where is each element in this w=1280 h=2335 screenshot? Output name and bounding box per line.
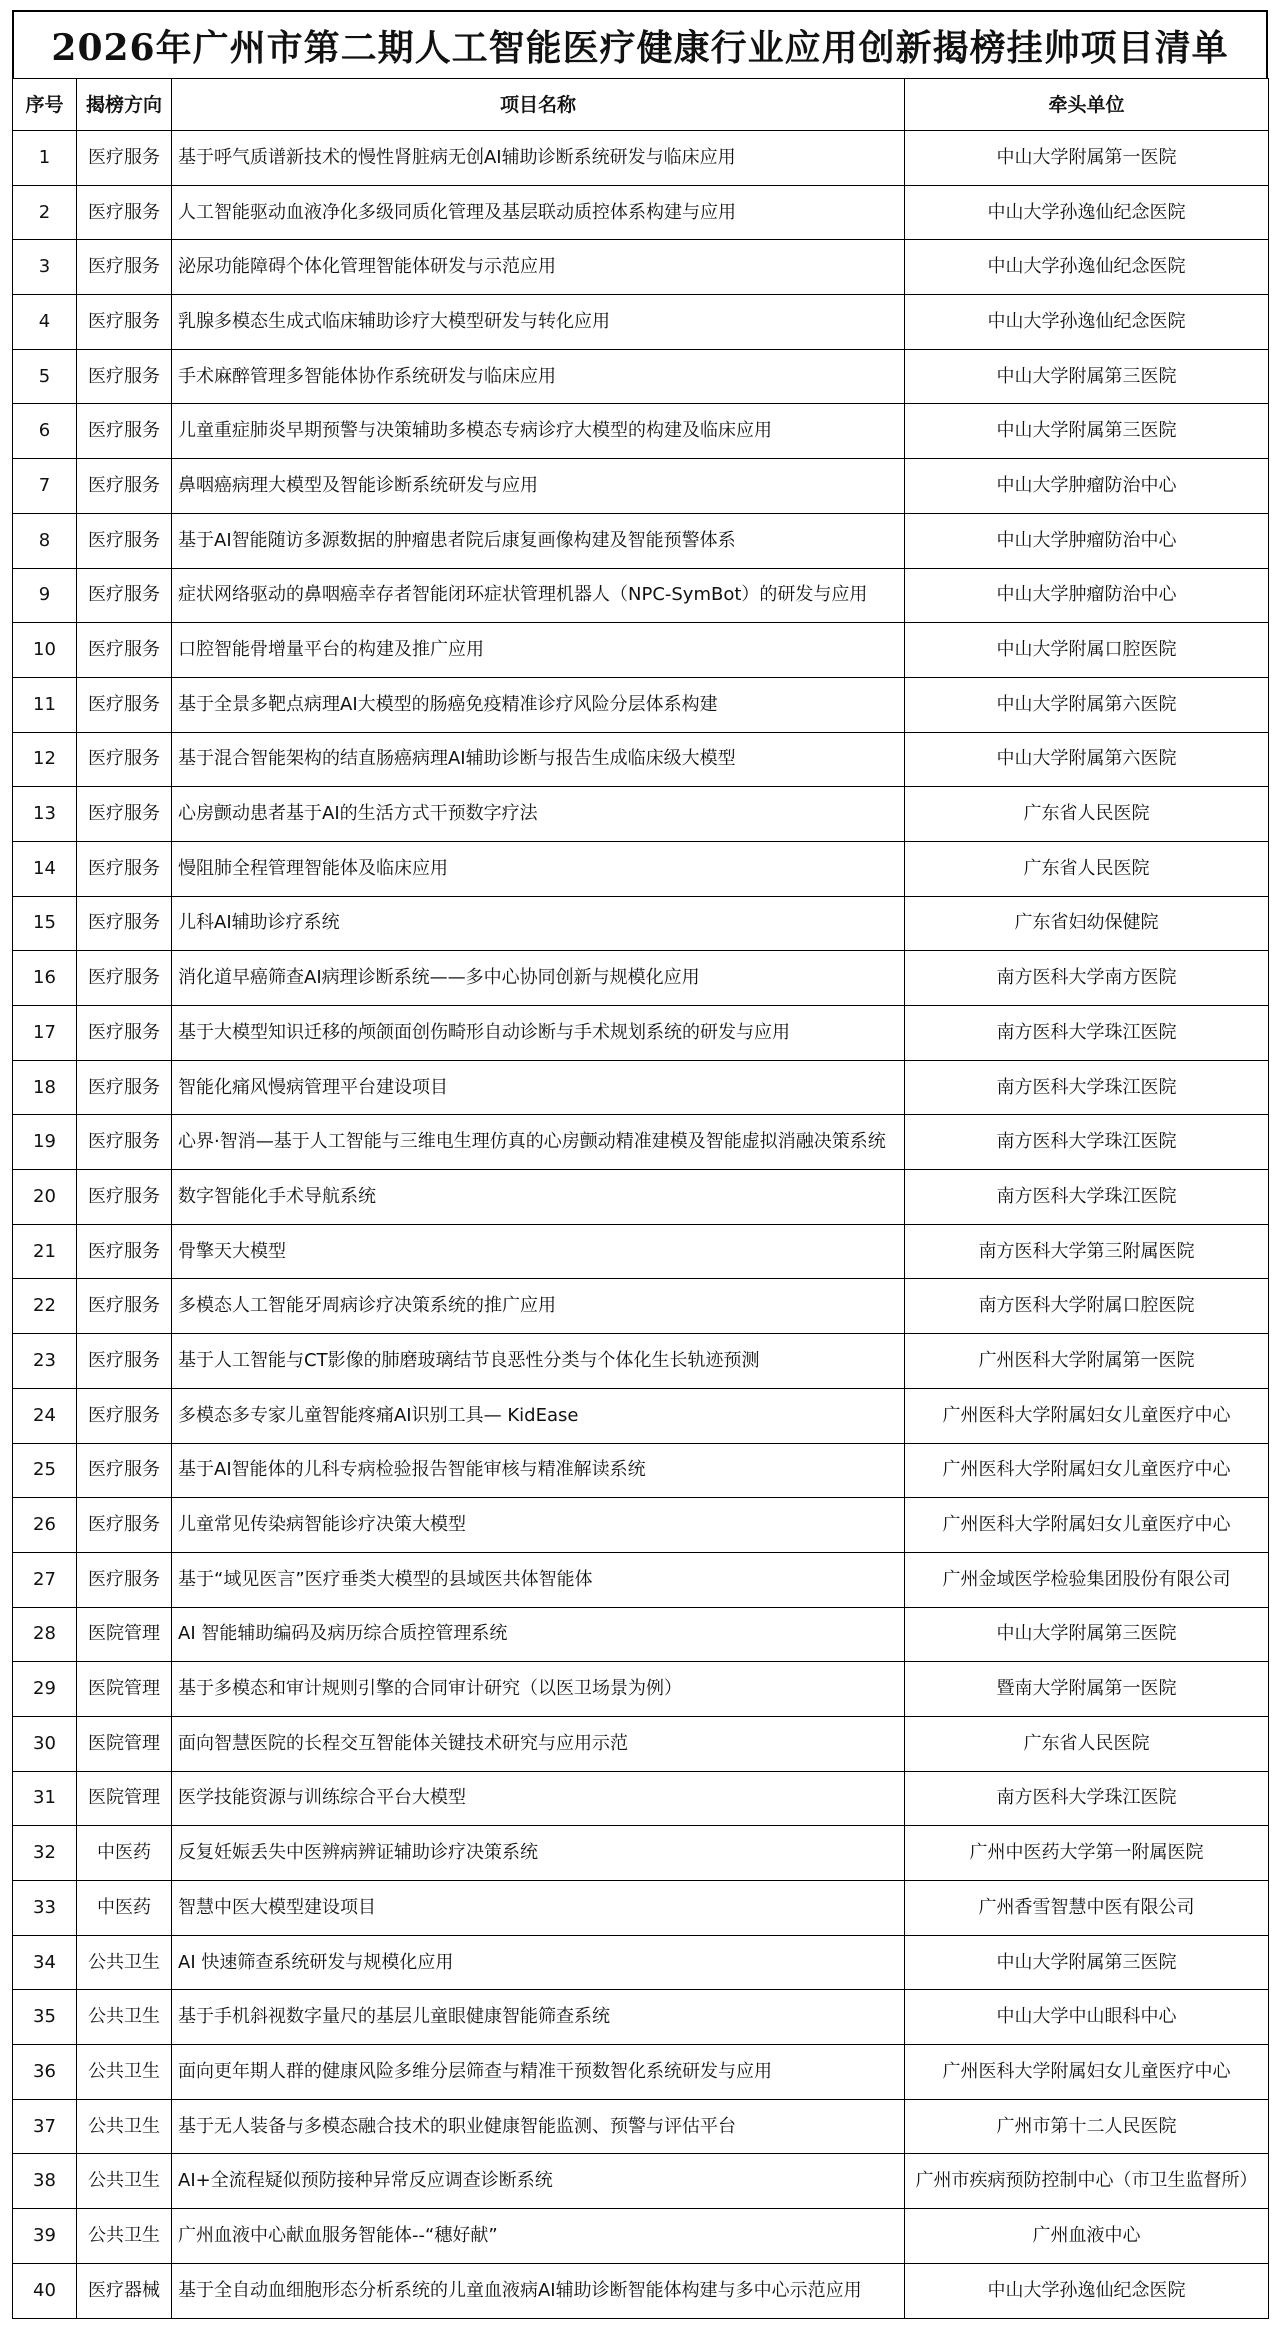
row-lead-unit: 中山大学孙逸仙纪念医院 <box>905 240 1269 295</box>
row-direction: 医疗服务 <box>77 1552 172 1607</box>
row-project-name: AI+全流程疑似预防接种异常反应调查诊断系统 <box>172 2154 905 2209</box>
row-project-name: 基于全自动血细胞形态分析系统的儿童血液病AI辅助诊断智能体构建与多中心示范应用 <box>172 2263 905 2318</box>
table-row <box>13 1006 1269 1061</box>
row-direction: 医疗服务 <box>77 1060 172 1115</box>
row-project-name: 基于全景多靶点病理AI大模型的肠癌免疫精准诊疗风险分层体系构建 <box>172 677 905 732</box>
row-direction: 医疗服务 <box>77 732 172 787</box>
row-project-name: 儿童常见传染病智能诊疗决策大模型 <box>172 1498 905 1553</box>
row-lead-unit: 中山大学肿瘤防治中心 <box>905 568 1269 623</box>
table-row <box>13 2099 1269 2154</box>
row-project-name: 面向更年期人群的健康风险多维分层筛查与精准干预数智化系统研发与应用 <box>172 2045 905 2100</box>
row-direction: 中医药 <box>77 1826 172 1881</box>
row-lead-unit: 南方医科大学珠江医院 <box>905 1771 1269 1826</box>
row-direction: 医院管理 <box>77 1716 172 1771</box>
row-number: 14 <box>13 841 77 896</box>
row-project-name: 儿科AI辅助诊疗系统 <box>172 896 905 951</box>
row-number: 17 <box>13 1006 77 1061</box>
table-row <box>13 568 1269 623</box>
header-name: 项目名称 <box>172 79 905 131</box>
table-row <box>13 1826 1269 1881</box>
row-project-name: 慢阻肺全程管理智能体及临床应用 <box>172 841 905 896</box>
row-number: 29 <box>13 1662 77 1717</box>
row-number: 6 <box>13 404 77 459</box>
row-lead-unit: 广州医科大学附属妇女儿童医疗中心 <box>905 2045 1269 2100</box>
row-lead-unit: 广州医科大学附属妇女儿童医疗中心 <box>905 1388 1269 1443</box>
row-lead-unit: 广州市第十二人民医院 <box>905 2099 1269 2154</box>
row-number: 28 <box>13 1607 77 1662</box>
row-project-name: 基于手机斜视数字量尺的基层儿童眼健康智能筛查系统 <box>172 1990 905 2045</box>
row-number: 32 <box>13 1826 77 1881</box>
row-lead-unit: 广州血液中心 <box>905 2209 1269 2264</box>
row-lead-unit: 中山大学肿瘤防治中心 <box>905 513 1269 568</box>
row-direction: 公共卫生 <box>77 1935 172 1990</box>
table-row <box>13 1115 1269 1170</box>
row-direction: 医院管理 <box>77 1607 172 1662</box>
row-lead-unit: 中山大学孙逸仙纪念医院 <box>905 185 1269 240</box>
row-direction: 医疗服务 <box>77 951 172 1006</box>
row-lead-unit: 中山大学附属第六医院 <box>905 677 1269 732</box>
row-project-name: 智能化痛风慢病管理平台建设项目 <box>172 1060 905 1115</box>
table-row <box>13 2045 1269 2100</box>
row-lead-unit: 中山大学附属第一医院 <box>905 131 1269 186</box>
table-row <box>13 1224 1269 1279</box>
table-row <box>13 2263 1269 2318</box>
document-title: 2026年广州市第二期人工智能医疗健康行业应用创新揭榜挂帅项目清单 <box>12 10 1268 78</box>
table-row <box>13 623 1269 678</box>
row-number: 36 <box>13 2045 77 2100</box>
row-project-name: 心房颤动患者基于AI的生活方式干预数字疗法 <box>172 787 905 842</box>
row-number: 33 <box>13 1881 77 1936</box>
row-number: 7 <box>13 459 77 514</box>
row-lead-unit: 中山大学肿瘤防治中心 <box>905 459 1269 514</box>
row-number: 4 <box>13 295 77 350</box>
row-project-name: 广州血液中心献血服务智能体--“穗好献” <box>172 2209 905 2264</box>
row-project-name: 医学技能资源与训练综合平台大模型 <box>172 1771 905 1826</box>
row-direction: 医院管理 <box>77 1771 172 1826</box>
row-project-name: 消化道早癌筛查AI病理诊断系统——多中心协同创新与规模化应用 <box>172 951 905 1006</box>
row-direction: 医疗服务 <box>77 1498 172 1553</box>
row-lead-unit: 广州医科大学附属妇女儿童医疗中心 <box>905 1443 1269 1498</box>
table-row <box>13 2209 1269 2264</box>
table-body <box>13 131 1269 2319</box>
row-number: 11 <box>13 677 77 732</box>
row-direction: 医疗服务 <box>77 623 172 678</box>
row-direction: 公共卫生 <box>77 2154 172 2209</box>
row-number: 1 <box>13 131 77 186</box>
row-project-name: 面向智慧医院的长程交互智能体关键技术研究与应用示范 <box>172 1716 905 1771</box>
row-direction: 医疗服务 <box>77 459 172 514</box>
table-row <box>13 1716 1269 1771</box>
table-row <box>13 841 1269 896</box>
row-direction: 医疗服务 <box>77 295 172 350</box>
row-lead-unit: 中山大学附属第六医院 <box>905 732 1269 787</box>
table-row <box>13 732 1269 787</box>
row-project-name: 基于呼气质谱新技术的慢性肾脏病无创AI辅助诊断系统研发与临床应用 <box>172 131 905 186</box>
row-number: 19 <box>13 1115 77 1170</box>
row-direction: 医疗服务 <box>77 1170 172 1225</box>
row-direction: 医疗服务 <box>77 1443 172 1498</box>
row-lead-unit: 中山大学孙逸仙纪念医院 <box>905 2263 1269 2318</box>
row-number: 30 <box>13 1716 77 1771</box>
row-number: 25 <box>13 1443 77 1498</box>
row-project-name: AI 智能辅助编码及病历综合质控管理系统 <box>172 1607 905 1662</box>
row-lead-unit: 广东省人民医院 <box>905 1716 1269 1771</box>
row-number: 31 <box>13 1771 77 1826</box>
row-lead-unit: 广州市疾病预防控制中心（市卫生监督所） <box>905 2154 1269 2209</box>
row-number: 40 <box>13 2263 77 2318</box>
table-row <box>13 349 1269 404</box>
row-direction: 医疗服务 <box>77 1279 172 1334</box>
table-row <box>13 1498 1269 1553</box>
row-direction: 公共卫生 <box>77 2099 172 2154</box>
table-row <box>13 459 1269 514</box>
row-number: 24 <box>13 1388 77 1443</box>
row-direction: 公共卫生 <box>77 2209 172 2264</box>
row-lead-unit: 广东省人民医院 <box>905 841 1269 896</box>
row-number: 8 <box>13 513 77 568</box>
row-number: 18 <box>13 1060 77 1115</box>
row-project-name: 泌尿功能障碍个体化管理智能体研发与示范应用 <box>172 240 905 295</box>
row-direction: 医疗服务 <box>77 404 172 459</box>
row-number: 15 <box>13 896 77 951</box>
table-row <box>13 1552 1269 1607</box>
row-lead-unit: 中山大学附属第三医院 <box>905 404 1269 459</box>
row-project-name: 基于AI智能随访多源数据的肿瘤患者院后康复画像构建及智能预警体系 <box>172 513 905 568</box>
row-direction: 医疗服务 <box>77 349 172 404</box>
row-project-name: 鼻咽癌病理大模型及智能诊断系统研发与应用 <box>172 459 905 514</box>
row-project-name: 基于大模型知识迁移的颅颌面创伤畸形自动诊断与手术规划系统的研发与应用 <box>172 1006 905 1061</box>
row-project-name: 反复妊娠丢失中医辨病辨证辅助诊疗决策系统 <box>172 1826 905 1881</box>
row-project-name: 骨擎天大模型 <box>172 1224 905 1279</box>
row-lead-unit: 南方医科大学附属口腔医院 <box>905 1279 1269 1334</box>
row-number: 9 <box>13 568 77 623</box>
row-project-name: 人工智能驱动血液净化多级同质化管理及基层联动质控体系构建与应用 <box>172 185 905 240</box>
row-number: 37 <box>13 2099 77 2154</box>
row-lead-unit: 广东省人民医院 <box>905 787 1269 842</box>
row-direction: 医疗服务 <box>77 568 172 623</box>
row-direction: 公共卫生 <box>77 1990 172 2045</box>
row-lead-unit: 中山大学附属第三医院 <box>905 349 1269 404</box>
row-lead-unit: 广东省妇幼保健院 <box>905 896 1269 951</box>
row-number: 16 <box>13 951 77 1006</box>
row-direction: 医疗服务 <box>77 131 172 186</box>
row-lead-unit: 南方医科大学南方医院 <box>905 951 1269 1006</box>
row-project-name: 口腔智能骨增量平台的构建及推广应用 <box>172 623 905 678</box>
row-lead-unit: 中山大学附属第三医院 <box>905 1607 1269 1662</box>
table-row <box>13 1443 1269 1498</box>
row-lead-unit: 广州香雪智慧中医有限公司 <box>905 1881 1269 1936</box>
row-direction: 医疗服务 <box>77 185 172 240</box>
row-lead-unit: 中山大学附属第三医院 <box>905 1935 1269 1990</box>
table-header-row <box>13 79 1269 131</box>
row-number: 35 <box>13 1990 77 2045</box>
row-number: 13 <box>13 787 77 842</box>
table-row <box>13 1771 1269 1826</box>
row-lead-unit: 广州金域医学检验集团股份有限公司 <box>905 1552 1269 1607</box>
row-direction: 医院管理 <box>77 1662 172 1717</box>
row-number: 10 <box>13 623 77 678</box>
row-number: 34 <box>13 1935 77 1990</box>
row-project-name: 基于“域见医言”医疗垂类大模型的县域医共体智能体 <box>172 1552 905 1607</box>
row-project-name: 多模态多专家儿童智能疼痛AI识别工具— KidEase <box>172 1388 905 1443</box>
row-project-name: 基于多模态和审计规则引擎的合同审计研究（以医卫场景为例） <box>172 1662 905 1717</box>
header-no: 序号 <box>13 79 77 131</box>
row-lead-unit: 南方医科大学珠江医院 <box>905 1115 1269 1170</box>
table-row <box>13 787 1269 842</box>
table-row <box>13 1881 1269 1936</box>
row-direction: 医疗服务 <box>77 1388 172 1443</box>
table-row <box>13 1279 1269 1334</box>
row-number: 27 <box>13 1552 77 1607</box>
table-row <box>13 513 1269 568</box>
row-direction: 医疗服务 <box>77 1334 172 1389</box>
table-row <box>13 1060 1269 1115</box>
table-row <box>13 131 1269 186</box>
table-row <box>13 185 1269 240</box>
row-project-name: 手术麻醉管理多智能体协作系统研发与临床应用 <box>172 349 905 404</box>
table-row <box>13 1662 1269 1717</box>
row-direction: 医疗服务 <box>77 240 172 295</box>
table-row <box>13 1990 1269 2045</box>
row-project-name: 乳腺多模态生成式临床辅助诊疗大模型研发与转化应用 <box>172 295 905 350</box>
row-project-name: 基于AI智能体的儿科专病检验报告智能审核与精准解读系统 <box>172 1443 905 1498</box>
row-lead-unit: 中山大学附属口腔医院 <box>905 623 1269 678</box>
row-project-name: 智慧中医大模型建设项目 <box>172 1881 905 1936</box>
table-row <box>13 896 1269 951</box>
row-project-name: 基于混合智能架构的结直肠癌病理AI辅助诊断与报告生成临床级大模型 <box>172 732 905 787</box>
row-lead-unit: 中山大学中山眼科中心 <box>905 1990 1269 2045</box>
row-number: 2 <box>13 185 77 240</box>
table-row <box>13 1607 1269 1662</box>
row-direction: 医疗服务 <box>77 513 172 568</box>
row-project-name: AI 快速筛查系统研发与规模化应用 <box>172 1935 905 1990</box>
row-direction: 医疗服务 <box>77 1006 172 1061</box>
row-project-name: 数字智能化手术导航系统 <box>172 1170 905 1225</box>
row-lead-unit: 广州中医药大学第一附属医院 <box>905 1826 1269 1881</box>
table-row <box>13 404 1269 459</box>
row-number: 23 <box>13 1334 77 1389</box>
table-row <box>13 2154 1269 2209</box>
row-direction: 医疗服务 <box>77 841 172 896</box>
row-project-name: 儿童重症肺炎早期预警与决策辅助多模态专病诊疗大模型的构建及临床应用 <box>172 404 905 459</box>
row-project-name: 基于人工智能与CT影像的肺磨玻璃结节良恶性分类与个体化生长轨迹预测 <box>172 1334 905 1389</box>
table-row <box>13 295 1269 350</box>
header-direction: 揭榜方向 <box>77 79 172 131</box>
row-direction: 医疗服务 <box>77 677 172 732</box>
row-number: 3 <box>13 240 77 295</box>
row-lead-unit: 南方医科大学珠江医院 <box>905 1006 1269 1061</box>
row-number: 20 <box>13 1170 77 1225</box>
row-lead-unit: 广州医科大学附属第一医院 <box>905 1334 1269 1389</box>
row-number: 21 <box>13 1224 77 1279</box>
row-direction: 公共卫生 <box>77 2045 172 2100</box>
table-row <box>13 951 1269 1006</box>
row-number: 38 <box>13 2154 77 2209</box>
table-row <box>13 1170 1269 1225</box>
table-row <box>13 677 1269 732</box>
row-number: 22 <box>13 1279 77 1334</box>
row-number: 12 <box>13 732 77 787</box>
row-number: 26 <box>13 1498 77 1553</box>
project-table <box>12 78 1269 2319</box>
row-direction: 医疗服务 <box>77 1115 172 1170</box>
row-lead-unit: 广州医科大学附属妇女儿童医疗中心 <box>905 1498 1269 1553</box>
table-row <box>13 1935 1269 1990</box>
row-project-name: 多模态人工智能牙周病诊疗决策系统的推广应用 <box>172 1279 905 1334</box>
row-direction: 医疗服务 <box>77 896 172 951</box>
row-lead-unit: 暨南大学附属第一医院 <box>905 1662 1269 1717</box>
row-project-name: 心界·智消—基于人工智能与三维电生理仿真的心房颤动精准建模及智能虚拟消融决策系统 <box>172 1115 905 1170</box>
row-lead-unit: 中山大学孙逸仙纪念医院 <box>905 295 1269 350</box>
row-project-name: 基于无人装备与多模态融合技术的职业健康智能监测、预警与评估平台 <box>172 2099 905 2154</box>
row-lead-unit: 南方医科大学珠江医院 <box>905 1060 1269 1115</box>
row-lead-unit: 南方医科大学第三附属医院 <box>905 1224 1269 1279</box>
table-row <box>13 240 1269 295</box>
row-number: 39 <box>13 2209 77 2264</box>
row-direction: 中医药 <box>77 1881 172 1936</box>
row-direction: 医疗服务 <box>77 787 172 842</box>
row-lead-unit: 南方医科大学珠江医院 <box>905 1170 1269 1225</box>
row-direction: 医疗器械 <box>77 2263 172 2318</box>
table-row <box>13 1388 1269 1443</box>
row-direction: 医疗服务 <box>77 1224 172 1279</box>
table-row <box>13 1334 1269 1389</box>
row-project-name: 症状网络驱动的鼻咽癌幸存者智能闭环症状管理机器人（NPC-SymBot）的研发与应用 <box>172 568 905 623</box>
row-number: 5 <box>13 349 77 404</box>
header-unit: 牵头单位 <box>905 79 1269 131</box>
